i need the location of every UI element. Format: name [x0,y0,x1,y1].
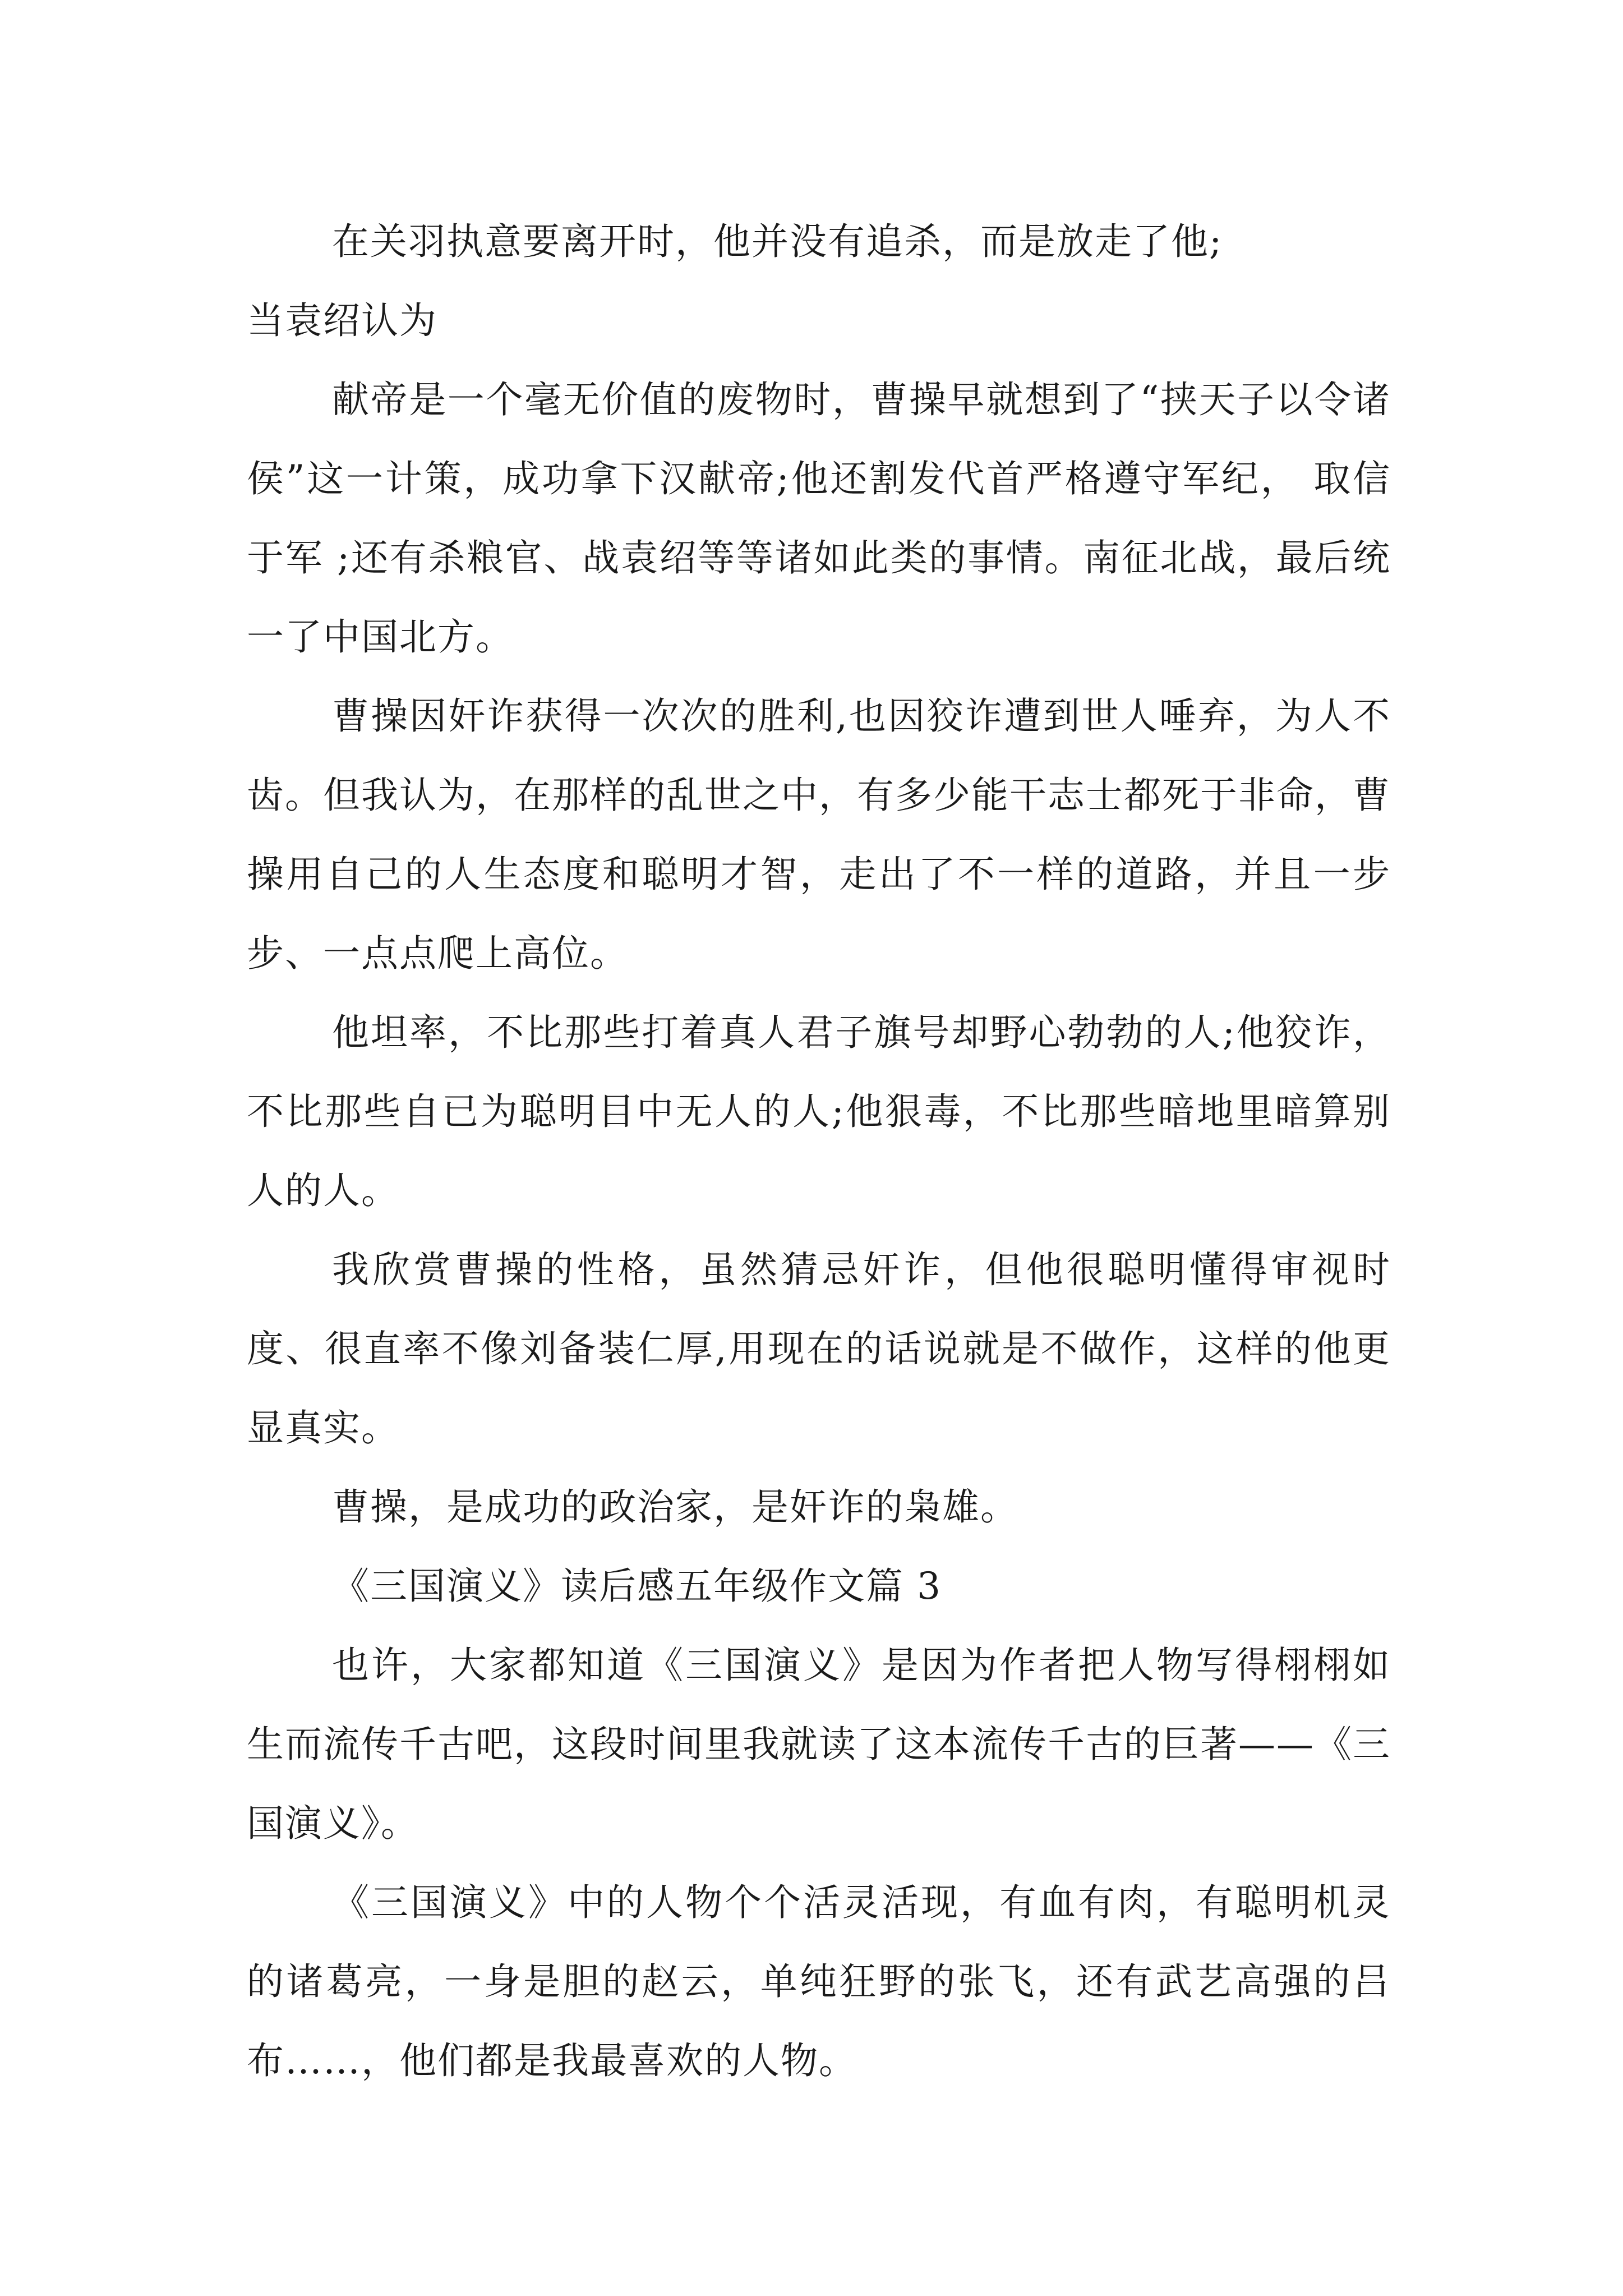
paragraph: 曹操，是成功的政治家，是奸诈的枭雄。 [332,1485,1018,1529]
paragraph: 《三国演义》中的人物个个活灵活现，有血有肉，有聪明机灵的诸葛亮，一身是胆的赵云，单纯狂野的张飞，还有武艺高强的吕布……，他们都是我最喜欢的人物。 [247,1881,1391,2082]
paragraph: 他坦率，不比那些打着真人君子旗号却野心勃勃的人;他狡诈，不比那些自已为聪明目中无人的人;他狠毒，不比那些暗地里暗算别人的人。 [247,1011,1391,1212]
paragraph: 献帝是一个毫无价值的废物时，曹操早就想到了“挟天子以令诸侯”这一计策，成功拿下汉献帝;他还割发代首严格遵守军纪， 取信于军 ;还有杀粮官、战袁绍等等诸如此类的事情。南征北战，最后统一了中国北方。 [247,378,1391,659]
section-heading: 《三国演义》读后感五年级作文篇 3 [332,1565,942,1608]
paragraph: 也许，大家都知道《三国演义》是因为作者把人物写得栩栩如生而流传千古吧，这段时间里我就读了这本流传千古的巨著——《三国演义》。 [247,1644,1391,1845]
paragraph: 我欣赏曹操的性格，虽然猜忌奸诈，但他很聪明懂得审视时度、很直率不像刘备装仁厚,用现在的话说就是不做作，这样的他更显真实。 [247,1248,1391,1450]
paragraph: 在关羽执意要离开时，他并没有追杀，而是放走了他; [332,220,1223,263]
document-body [247,202,1391,2100]
paragraph: 曹操因奸诈获得一次次的胜利,也因狡诈遭到世人唾弃，为人不齿。但我认为，在那样的乱世之中，有多少能干志士都死于非命，曹操用自己的人生态度和聪明才智，走出了不一样的道路，并且一步步、一点点爬上高位。 [247,694,1391,975]
paragraph: 当袁绍认为 [247,299,437,342]
